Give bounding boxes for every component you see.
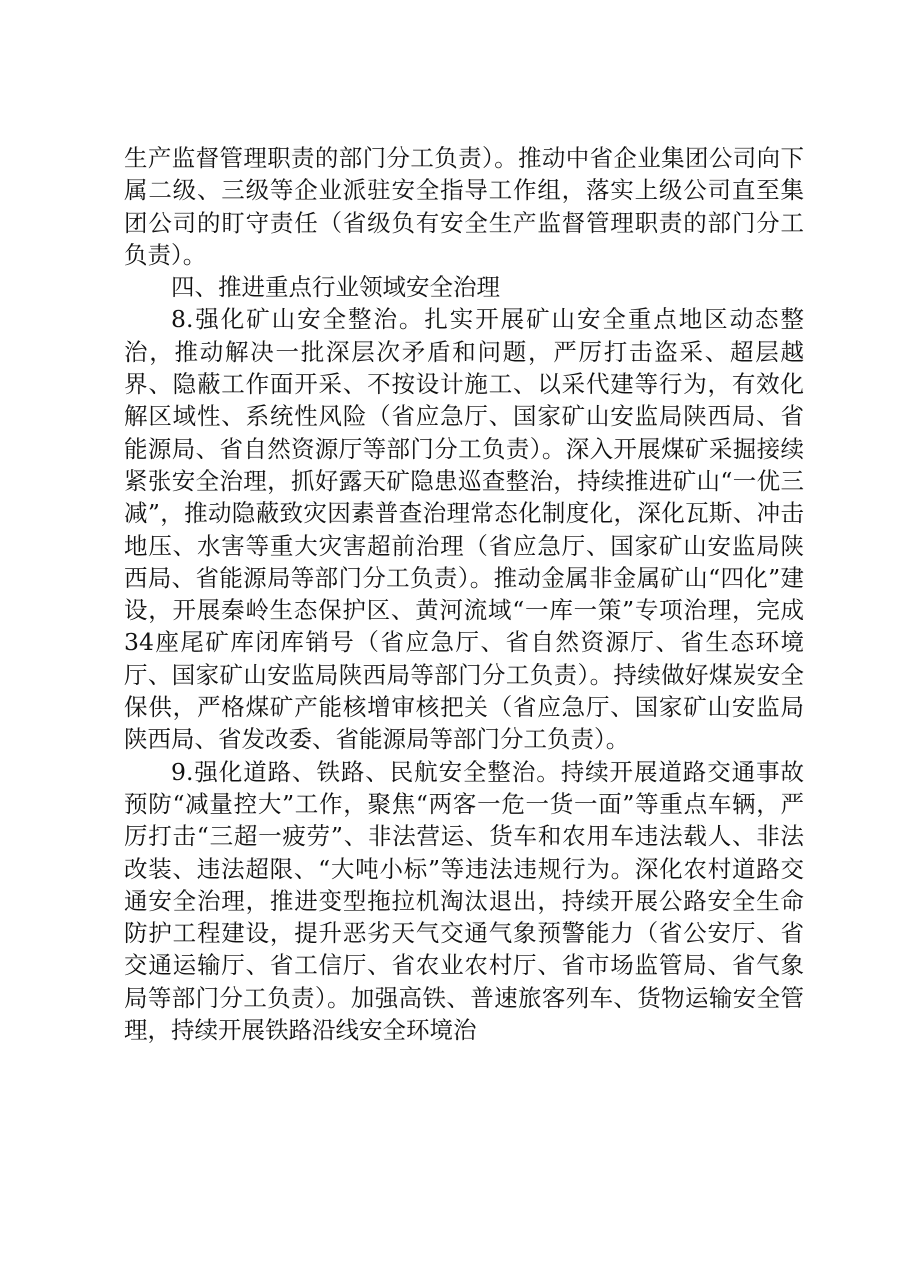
paragraph-item-8: 8.强化矿山安全整治。扎实开展矿山安全重点地区动态整治，推动解决一批深层次矛盾和问题，严厉打击盗采、超层越界、隐蔽工作面开采、不按设计施工、以采代建等行为，有效化解区域性、系统性风险（省应急厅、国家矿山安监局陕西局、省能源局、省自然资源厅等部门分工负责）。深入开展煤矿采掘接续紧张安全治理，抓好露天矿隐患巡查整治，持续推进矿山“一优三减”，推动隐蔽致灾因素普查治理常态化制度化，深化瓦斯、冲击地压、水害等重大灾害超前治理（省应急厅、国家矿山安监局陕西局、省能源局等部门分工负责）。推动金属非金属矿山“四化”建设，开展秦岭生态保护区、黄河流域“一库一策”专项治理，完成34座尾矿库闭库销号（省应急厅、省自然资源厅、省生态环境厅、国家矿山安监局陕西局等部门分工负责）。持续做好煤炭安全保供，严格煤矿产能核增审核把关（省应急厅、国家矿山安监局陕西局、省发改委、省能源局等部门分工负责）。: [124, 305, 804, 754]
section-heading: 四、推进重点行业领域安全治理: [171, 273, 500, 302]
paragraph-continuation: 生产监督管理职责的部门分工负责）。推动中省企业集团公司向下属二级、三级等企业派驻安全指导工作组，落实上级公司直至集团公司的盯守责任（省级负有安全生产监督管理职责的部门分工负责）。: [124, 144, 804, 269]
paragraph-item-9: 9.强化道路、铁路、民航安全整治。持续开展道路交通事故预防“减量控大”工作，聚焦“两客一危一货一面”等重点车辆，严厉打击“三超一疲劳”、非法营运、货车和农用车违法载人、非法改装、违法超限、“大吨小标”等违法违规行为。深化农村道路交通安全治理，推进变型拖拉机淘汰退出，持续开展公路安全生命防护工程建设，提升恶劣天气交通气象预警能力（省公安厅、省交通运输厅、省工信厅、省农业农村厅、省市场监管局、省气象局等部门分工负责）。加强高铁、普速旅客列车、货物运输安全管理，持续开展铁路沿线安全环境治: [124, 757, 804, 1045]
document-page: [124, 142, 804, 1046]
